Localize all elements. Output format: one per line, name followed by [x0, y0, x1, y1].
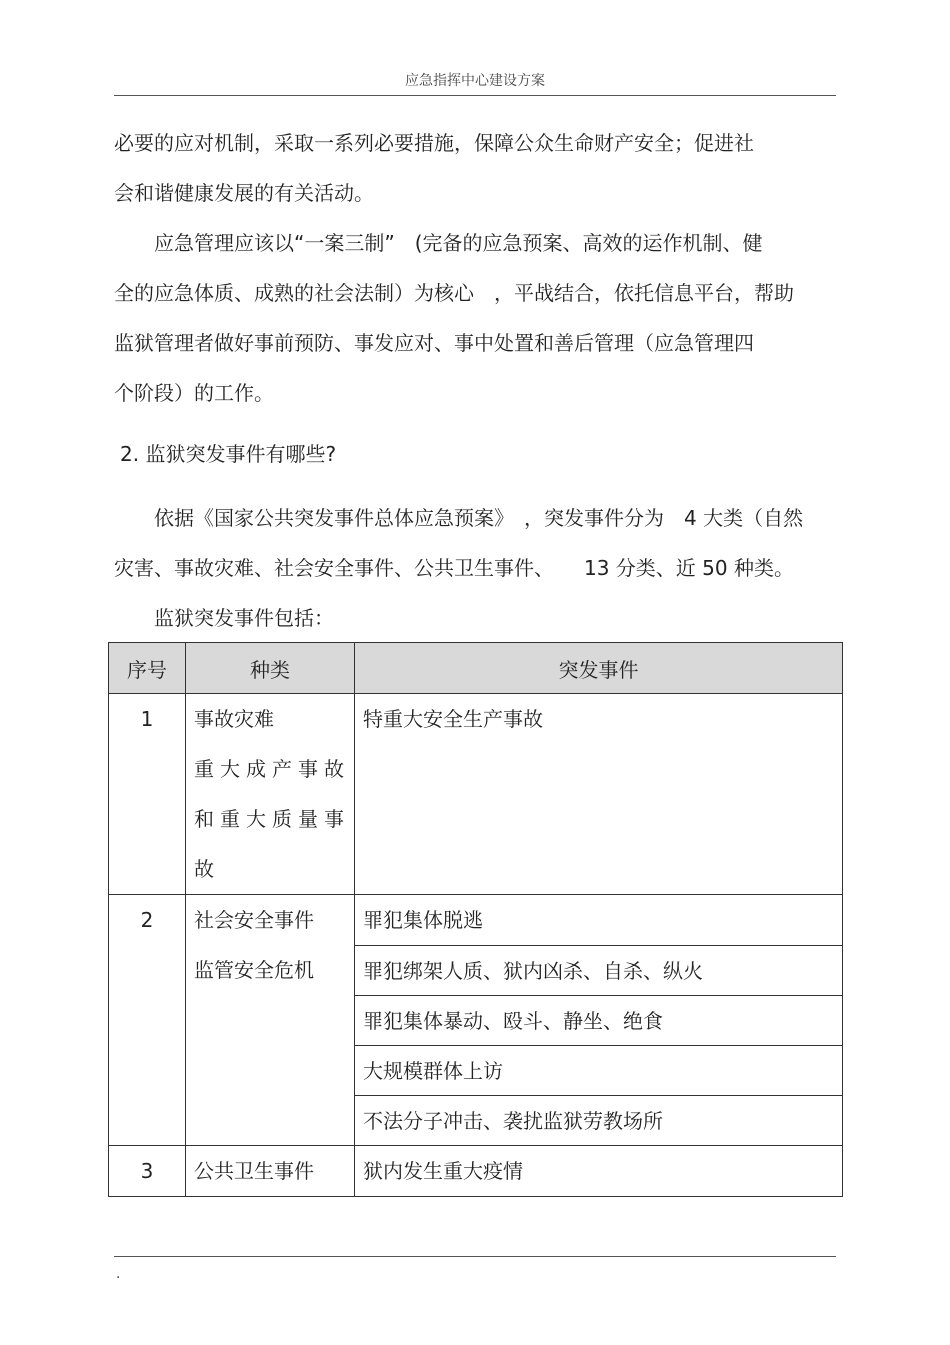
- header-cell-number: 序号: [109, 643, 186, 694]
- category-cell: [186, 694, 355, 895]
- event-item: 大规模群体上访: [355, 1045, 842, 1095]
- paragraph-emergency-management: [114, 218, 836, 418]
- text-line: 灾害、事故灾难、社会安全事件、公共卫生事件、 13 分类、近 50 种类。: [114, 556, 794, 580]
- header-cell-events: 突发事件: [355, 643, 843, 694]
- row-number-cell: [109, 694, 186, 895]
- row-number-cell: [109, 895, 186, 1146]
- events-cell: [355, 1146, 843, 1197]
- text-line: 应急管理应该以“一案三制” (完备的应急预案、高效的运作机制、健: [114, 231, 763, 255]
- text-line: 个阶段）的工作。: [114, 381, 274, 405]
- header-divider: [114, 95, 836, 96]
- emergency-events-table: [108, 642, 843, 1197]
- paragraph-emergency-plan: [114, 493, 836, 593]
- table-row: [109, 895, 843, 1146]
- category-cell: [186, 1146, 355, 1197]
- category-line: 事故灾难: [194, 707, 274, 731]
- text-line: 依据《国家公共突发事件总体应急预案》 ，突发事件分为 4 大类（自然: [114, 506, 804, 530]
- row-number-cell: [109, 1146, 186, 1197]
- category-cell: [186, 895, 355, 1146]
- table-row: [109, 694, 843, 895]
- category-line: 重大成产事故: [194, 757, 350, 781]
- section-heading: 2. 监狱突发事件有哪些?: [120, 442, 337, 466]
- event-item: 罪犯集体暴动、殴斗、静坐、绝食: [355, 995, 842, 1045]
- text-line: 监狱管理者做好事前预防、事发应对、事中处置和善后管理（应急管理四: [114, 331, 754, 355]
- text-line: 必要的应对机制，采取一系列必要措施，保障公众生命财产安全；促进社: [114, 131, 754, 155]
- row-number: 3: [140, 1159, 154, 1183]
- page-header-title: 应急指挥中心建设方案: [405, 73, 545, 89]
- events-cell: [355, 694, 843, 895]
- text-line: 会和谐健康发展的有关活动。: [114, 181, 374, 205]
- header-cell-category: 种类: [186, 643, 355, 694]
- event-item: 特重大安全生产事故: [363, 707, 543, 731]
- category-line: 监管安全危机: [194, 958, 314, 982]
- text-line: 全的应急体质、成熟的社会法制）为核心 ，平战结合，依托信息平台，帮助: [114, 281, 794, 305]
- category-line: 社会安全事件: [194, 908, 314, 932]
- category-line: 故: [194, 857, 214, 881]
- table-header-row: [109, 643, 843, 694]
- text-line: 监狱突发事件包括：: [114, 606, 334, 630]
- events-cell: [355, 895, 843, 1146]
- category-line: 公共卫生事件: [194, 1159, 314, 1183]
- event-item: 罪犯绑架人质、狱内凶杀、自杀、纵火: [355, 945, 842, 995]
- paragraph-table-intro: [114, 593, 836, 643]
- footer-mark: .: [116, 1266, 121, 1282]
- paragraph-intro-continuation: [114, 118, 836, 218]
- event-item: 罪犯集体脱逃: [363, 908, 483, 932]
- row-number: 2: [140, 908, 154, 932]
- category-line: 和重大质量事: [194, 807, 350, 831]
- footer-divider: [114, 1256, 836, 1257]
- row-number: 1: [140, 707, 154, 731]
- event-item: 不法分子冲击、袭扰监狱劳教场所: [355, 1095, 842, 1145]
- event-item: 狱内发生重大疫情: [363, 1159, 523, 1183]
- table-row: [109, 1146, 843, 1197]
